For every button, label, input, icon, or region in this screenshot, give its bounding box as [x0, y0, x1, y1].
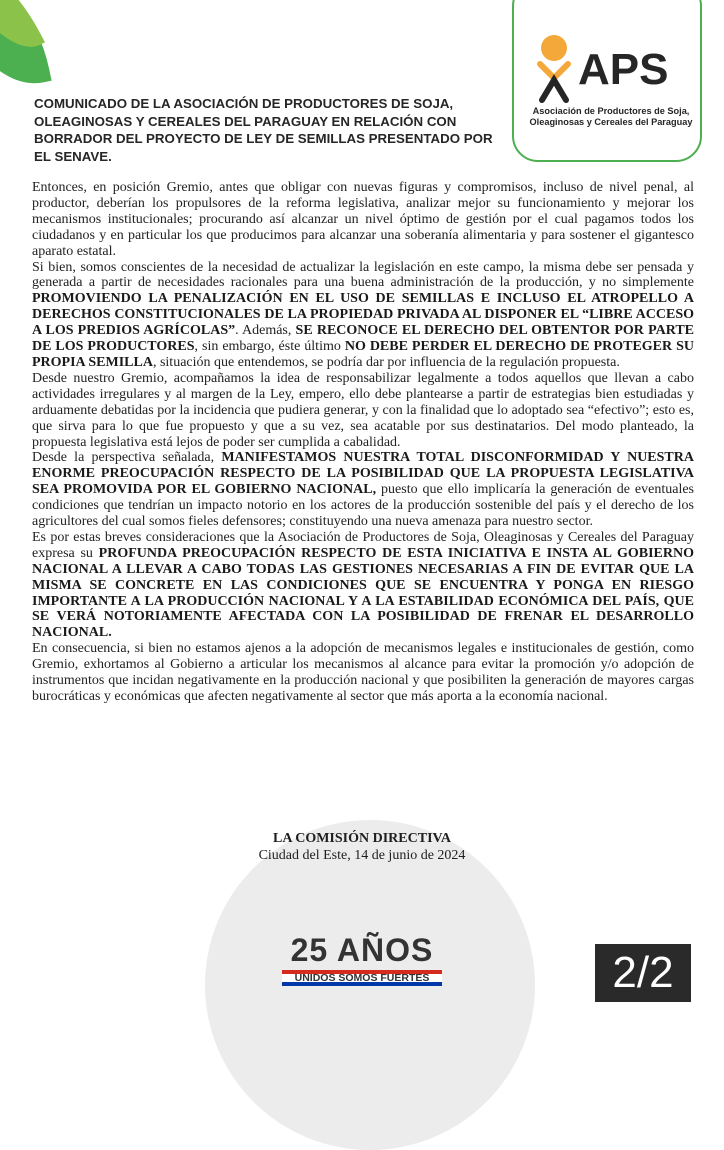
paragraph-4: Desde la perspectiva señalada, MANIFESTAMOS NUESTRA TOTAL DISCONFORMIDAD Y NUESTRA ENORME PREOCUPACIÓN RESPECTO DE LA POSIBILIDAD QUE LA PROPUESTA LEGISLATIVA SEA PROMOVIDA POR EL GOBIERNO NACIONAL, puesto que ello implicaría la generación de eventuales condiciones que tendrían un impacto notorio en los actores de la producción sostenible del país y el derecho de los agricultores del cual somos fieles defensores; constituyendo una nueva amenaza para nuestro sector. — [32, 450, 694, 530]
communique-body — [32, 180, 694, 705]
communique-heading: COMUNICADO DE LA ASOCIACIÓN DE PRODUCTORES DE SOJA, OLEAGINOSAS Y CEREALES DEL PARAGUAY EN RELACIÓN CON BORRADOR DEL PROYECTO DE LEY DE SEMILLAS PRESENTADO POR EL SENAVE. — [34, 96, 493, 164]
aps-logo-caption: Asociación de Productores de Soja, Oleaginosas y Cereales del Paraguay — [529, 106, 693, 127]
aps-logo — [512, 0, 702, 162]
flag-ribbon — [282, 970, 442, 986]
aps-logo-text: APS — [578, 45, 669, 94]
anniversary-slogan: UNIDOS SOMOS FUERTES — [294, 972, 430, 984]
paragraph-5: Es por estas breves consideraciones que la Asociación de Productores de Soja, Oleaginosas y Cereales del Paraguay expresa su PROFUNDA PREOCUPACIÓN RESPECTO DE ESTA INICIATIVA E INSTA AL GOBIERNO NACIONAL A LLEVAR A CABO TODAS LAS GESTIONES NECESARIAS A FIN DE EVITAR QUE LA MISMA SE CONCRETE EN LAS CONDICIONES QUE SE ENCUENTRA Y PONGA EN RIESGO IMPORTANTE A LA PRODUCCIÓN NACIONAL Y A LA ESTABILIDAD ECONÓMICA DEL PAÍS, QUE SE VERÁ NOTORIAMENTE AFECTADA CON LA POSIBILIDAD DE FRENAR EL DESARROLLO NACIONAL. — [32, 529, 694, 641]
page-indicator: 2/2 — [595, 944, 691, 1002]
anniversary-title: 25 AÑOS — [290, 932, 434, 968]
paragraph-2: Si bien, somos conscientes de la necesidad de actualizar la legislación en este campo, la misma debe ser pensada y generada a partir de necesidades racionales para una buena administración de la producción, y no simplemente PROMOVIENDO LA PENALIZACIÓN EN EL USO DE SEMILLAS E INCLUSO EL ATROPELLO A DERECHOS CONSTITUCIONALES DE LA PROPIEDAD PRIVADA AL DISPONER EL “LIBRE ACCESO A LOS PREDIOS AGRÍCOLAS”. Además, SE RECONOCE EL DERECHO DEL OBTENTOR POR PARTE DE LOS PRODUCTORES, sin embargo, éste último NO DEBE PERDER EL DERECHO DE PROTEGER SU PROPIA SEMILLA, situación que entendemos, se podría dar por influencia de la regulación propuesta. — [32, 259, 695, 370]
paragraph-3: Desde nuestro Gremio, acompañamos la idea de responsabilizar legalmente a todos aquellos que llevan a cabo actividades irregulares y al margen de la Ley, empero, ello debe plantearse a partir de estrategias bien estudiadas y arduamente debatidas por la incidencia que pudiera generar, y con la finalidad que lo adoptado sea “efectivo”; esto es, que sirva para lo que fue propuesto y que a su vez, sea acatable por sus destinatarios. Del modo planteado, la propuesta legislativa está lejos de poder ser cumplida a cabalidad. — [32, 370, 694, 450]
signature-block — [202, 830, 522, 864]
anniversary-logo — [278, 932, 446, 986]
paragraph-1: Entonces, en posición Gremio, antes que obligar con nuevas figuras y compromisos, incluso de nivel penal, al productor, deberían los propulsores de la reforma legislativa, analizar mejor su funcionamiento y mejorar los mecanismos institucionales; procurando así alcanzar un nivel óptimo de gestión por el cual pagamos todos los ciudadanos y en particular los que producimos para alcanzar una soberanía alimentaria y para sostener el gigantesco aparato estatal. — [32, 180, 694, 259]
place-date: Ciudad del Este, 14 de junio de 2024 — [258, 848, 466, 863]
signature-title: LA COMISIÓN DIRECTIVA — [273, 831, 451, 846]
aps-figure-icon — [534, 34, 574, 104]
paragraph-6: En consecuencia, si bien no estamos ajenos a la adopción de mecanismos legales e institucionales de gestión, como Gremio, exhortamos al Gobierno a articular los mecanismos al alcance para evitar la promoción y/o adopción de instrumentos que incidan negativamente en la producción nacional y que posibiliten la generación de mayores cargas burocráticas y económicas que afecten negativamente al sector que más aporta a la economía nacional. — [32, 641, 694, 704]
